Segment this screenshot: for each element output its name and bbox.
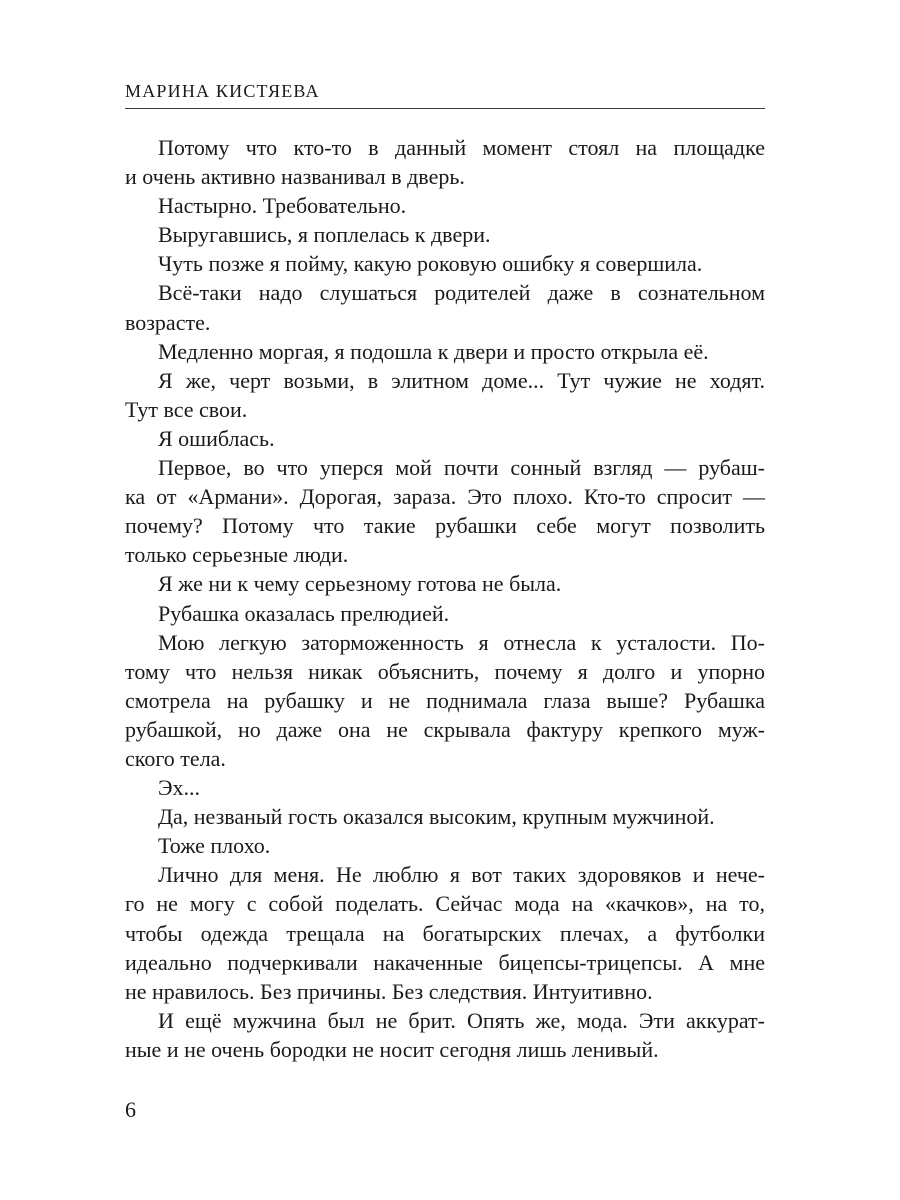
text-line: почему? Потому что такие рубашки себе могут позволить bbox=[125, 513, 765, 539]
text-line: ка от «Армани». Дорогая, зараза. Это плохо. Кто-то спросит — bbox=[125, 484, 765, 510]
paragraph bbox=[125, 860, 765, 1005]
text-line: Всё-таки надо слушаться родителей даже в сознательном bbox=[158, 280, 765, 306]
text-line: Лично для меня. Не люблю я вот таких здоровяков и нече- bbox=[158, 862, 765, 888]
text-line: Тоже плохо. bbox=[158, 833, 271, 859]
page-number: 6 bbox=[125, 1097, 136, 1122]
text-line: чтобы одежда трещала на богатырских плечах, а футболки bbox=[125, 920, 765, 946]
text-line: Потому что кто-то в данный момент стоял на площадке bbox=[158, 135, 765, 160]
running-head: МАРИНА КИСТЯЕВА bbox=[125, 81, 320, 101]
paragraph bbox=[125, 569, 765, 598]
text-line: Настырно. Требовательно. bbox=[158, 193, 407, 219]
text-line: и очень активно названивал в дверь. bbox=[125, 164, 465, 190]
paragraph bbox=[125, 278, 765, 336]
paragraph bbox=[125, 802, 765, 831]
text-line: И ещё мужчина был не брит. Опять же, мода. Эти аккурат- bbox=[158, 1007, 765, 1033]
paragraph bbox=[125, 133, 765, 191]
paragraph bbox=[125, 599, 765, 628]
paragraph bbox=[125, 249, 765, 278]
text-line: рубашкой, но даже она не скрывала фактуру крепкого муж- bbox=[125, 716, 765, 742]
text-line: Мою легкую заторможенность я отнесла к усталости. По- bbox=[158, 629, 765, 655]
text-line: возрасте. bbox=[125, 309, 211, 335]
header-rule bbox=[125, 108, 765, 109]
paragraph bbox=[125, 191, 765, 220]
body-text bbox=[125, 133, 765, 1064]
text-line: Да, незваный гость оказался высоким, крупным мужчиной. bbox=[158, 804, 715, 830]
text-line: Рубашка оказалась прелюдией. bbox=[158, 600, 450, 626]
paragraph bbox=[125, 453, 765, 569]
paragraph bbox=[125, 337, 765, 366]
text-line: идеально подчеркивали накаченные бицепсы-трицепсы. А мне bbox=[125, 949, 765, 975]
text-line: смотрела на рубашку и не поднимала глаза выше? Рубашка bbox=[125, 687, 765, 713]
text-line: Медленно моргая, я подошла к двери и просто открыла её. bbox=[158, 338, 709, 364]
text-line: Первое, во что уперся мой почти сонный взгляд — рубаш- bbox=[158, 455, 765, 481]
text-line: не нравилось. Без причины. Без следствия. Интуитивно. bbox=[125, 978, 653, 1004]
text-line: Я ошиблась. bbox=[158, 425, 275, 451]
text-line: Выругавшись, я поплелась к двери. bbox=[158, 222, 491, 248]
paragraph bbox=[125, 1006, 765, 1064]
paragraph bbox=[125, 628, 765, 773]
text-line: Я же ни к чему серьезному готова не была. bbox=[158, 571, 562, 597]
text-line: ского тела. bbox=[125, 745, 226, 771]
paragraph bbox=[125, 220, 765, 249]
text-line: ные и не очень бородки не носит сегодня лишь ленивый. bbox=[125, 1036, 659, 1062]
text-line: Эх... bbox=[158, 775, 201, 801]
text-line: Я же, черт возьми, в элитном доме... Тут чужие не ходят. bbox=[158, 367, 765, 393]
text-line: Тут все свои. bbox=[125, 396, 248, 422]
paragraph bbox=[125, 773, 765, 802]
paragraph bbox=[125, 424, 765, 453]
text-line: Чуть позже я пойму, какую роковую ошибку я совершила. bbox=[158, 251, 703, 277]
paragraph bbox=[125, 366, 765, 424]
text-line: тому что нельзя никак объяснить, почему я долго и упорно bbox=[125, 658, 765, 684]
text-line: го не могу с собой поделать. Сейчас мода на «качков», на то, bbox=[125, 891, 765, 917]
text-line: только серьезные люди. bbox=[125, 542, 349, 568]
paragraph bbox=[125, 831, 765, 860]
